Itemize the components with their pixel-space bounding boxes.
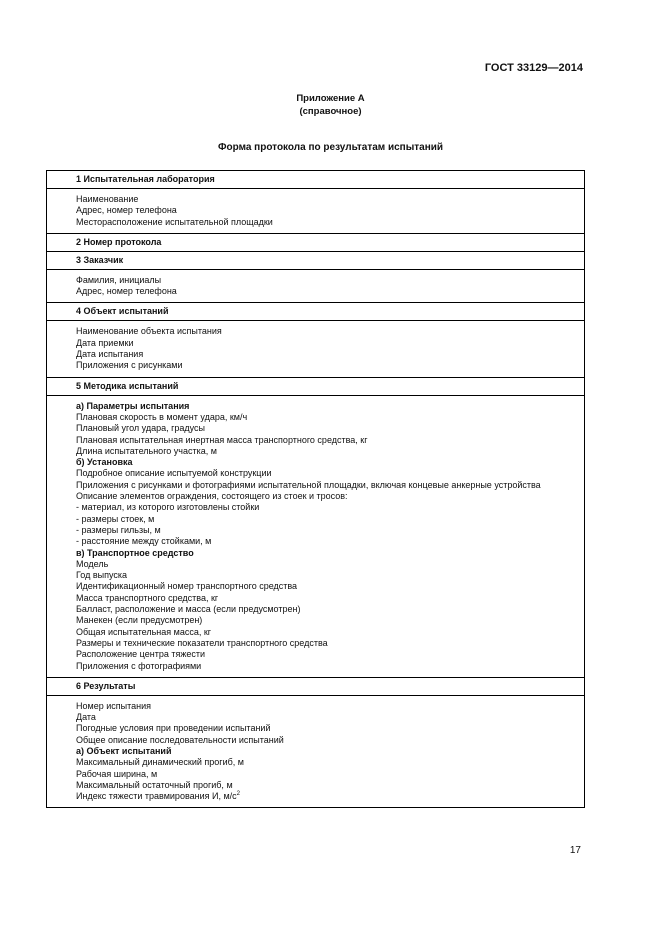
form-field-line [76,525,584,536]
form-field-line [76,723,584,734]
form-field-line [76,194,584,205]
line-text: Идентификационный номер транспортного средства [76,581,298,592]
line-text: б) Установка [76,457,133,468]
annex-title: Приложение А [296,93,365,104]
form-field-line [76,360,584,371]
line-text: Рабочая ширина, м [76,768,158,779]
line-text: Дата испытания [76,349,144,360]
section-body [47,270,584,304]
line-text: Максимальный остаточный прогиб, м [76,779,233,790]
line-text: Наименование [76,194,139,204]
form-field-line [76,701,584,712]
protocol-form-table [46,170,585,808]
line-text: Наименование объекта испытания [76,326,222,337]
form-field-line [76,638,584,649]
line-text: Приложения с фотографиями [76,660,202,671]
section-header: 4 Объект испытаний [47,303,584,321]
line-text: Фамилия, инициалы [76,274,162,285]
form-field-line [76,217,584,228]
form-field-line [76,769,584,780]
section-header: 2 Номер протокола [47,234,584,252]
section-body [47,696,584,809]
form-title: Форма протокола по результатам испытаний [217,142,444,153]
line-text: Индекс тяжести травмирования И, м/с [76,791,237,802]
section-header: 6 Результаты [47,678,584,696]
form-field-line [76,446,584,457]
subsection-heading [76,457,584,468]
line-text: Адрес, номер телефона [76,286,177,297]
section-header: 5 Методика испытаний [47,378,584,396]
form-field-line [76,559,584,570]
line-text: Дата приемки [76,337,134,348]
line-text: Общая испытательная масса, кг [76,626,212,637]
section-header: 3 Заказчик [47,252,584,270]
form-field-line [76,536,584,547]
line-text: Плановая скорость в момент удара, км/ч [76,411,248,422]
line-text: Плановый угол удара, градусы [76,423,206,434]
line-text: Адрес, номер телефона [76,205,177,216]
form-field-line [76,423,584,434]
form-field-line [76,326,584,337]
line-text: Плановая испытательная инертная масса транспортного средства, кг [76,434,368,445]
section-body [47,189,584,234]
subsection-heading [76,401,584,412]
annex-heading [0,92,661,118]
line-text: - расстояние между стойками, м [76,536,212,547]
form-field-line [76,791,584,802]
form-field-line [76,468,584,479]
line-text: - размеры гильзы, м [76,524,161,535]
form-field-line [76,349,584,360]
line-text: Размеры и технические показатели транспортного средства [76,637,328,648]
line-text: Максимальный динамический прогиб, м [76,757,244,768]
line-text: Модель [76,558,109,569]
line-text: Подробное описание испытуемой конструкции [76,468,272,479]
line-text: а) Объект испытаний [76,745,172,756]
form-field-line [76,581,584,592]
line-text: в) Транспортное средство [76,547,194,558]
subsection-heading [76,548,584,559]
form-field-line [76,275,584,286]
form-field-line [76,480,584,491]
page-number: 17 [569,845,581,856]
line-text: Балласт, расположение и масса (если предусмотрен) [76,604,301,615]
form-field-line [76,514,584,525]
form-field-line [76,735,584,746]
line-text: Номер испытания [76,700,151,711]
form-field-line [76,491,584,502]
annex-note: (справочное) [299,106,362,117]
form-field-line [76,502,584,513]
line-text: Расположение центра тяжести [76,649,206,660]
form-field-line [76,627,584,638]
form-field-line [76,593,584,604]
line-text: Масса транспортного средства, кг [76,592,219,603]
form-field-line [76,286,584,297]
line-text: Приложения с рисунками и фотографиями испытательной площадки, включая концевые анкерные устройства [76,479,541,490]
form-field-line [76,780,584,791]
line-text: Приложения с рисунками [76,360,183,371]
line-text: Длина испытательного участка, м [76,445,217,456]
form-field-line [76,661,584,672]
line-text: Описание элементов ограждения, состоящего из стоек и тросов: [76,491,348,502]
superscript: 2 [236,791,241,798]
form-field-line [76,604,584,615]
form-field-line [76,712,584,723]
form-field-line [76,615,584,626]
form-field-line [76,649,584,660]
section-header: 1 Испытательная лаборатория [47,171,584,189]
line-text: - размеры стоек, м [76,513,155,524]
document-code: ГОСТ 33129—2014 [484,62,583,74]
line-text: Погодные условия при проведении испытаний [76,723,271,734]
section-body [47,396,584,678]
form-field-line [76,757,584,768]
subsection-heading [76,746,584,757]
line-text: а) Параметры испытания [76,400,190,411]
line-text: Месторасположение испытательной площадки [76,216,273,227]
line-text: Общее описание последовательности испытаний [76,734,284,745]
form-field-line [76,205,584,216]
line-text: Дата [76,712,96,723]
form-field-line [76,435,584,446]
form-field-line [76,570,584,581]
line-text: Год выпуска [76,570,127,581]
form-field-line [76,412,584,423]
line-text: - материал, из которого изготовлены стойки [76,502,260,513]
line-text: Манекен (если предусмотрен) [76,615,203,626]
section-body [47,321,584,377]
form-field-line [76,338,584,349]
